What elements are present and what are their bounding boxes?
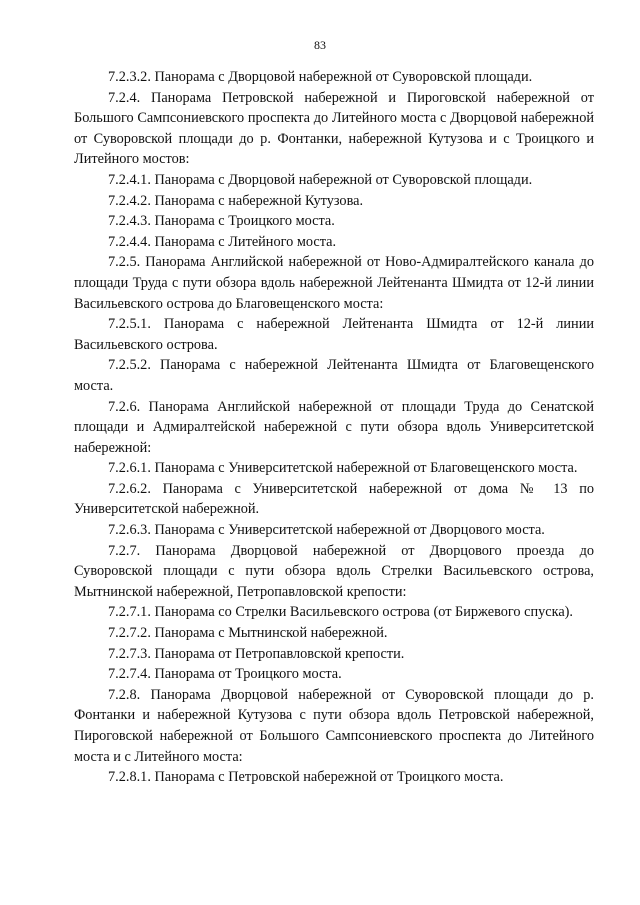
paragraph-7-2-4-3: 7.2.4.3. Панорама с Троицкого моста. [108, 213, 335, 230]
paragraph-7-2-5: 7.2.5. Панорама Английской набережной от Ново-Адмиралтейского канала до площади Труда с пути обзора вдоль набережной Лейтенанта Шмидта от 12-й линии Васильевского острова до Благовещенского моста: [74, 254, 594, 312]
paragraph-7-2-7-3: 7.2.7.3. Панорама от Петропавловской крепости. [108, 645, 405, 662]
paragraph-7-2-7-2: 7.2.7.2. Панорама с Мытнинской набережной. [108, 625, 388, 642]
paragraph-7-2-5-2: 7.2.5.2. Панорама с набережной Лейтенанта Шмидта от Благовещенского моста. [74, 357, 594, 394]
paragraph-7-2-8: 7.2.8. Панорама Дворцовой набережной от Суворовской площади до р. Фонтанки и набережной Кутузова с пути обзора вдоль Петровской набережной, Пироговской набережной от Большого Сампсониевского проспекта до Литейного моста и с Литейного моста: [74, 686, 594, 765]
paragraph-7-2-7: 7.2.7. Панорама Дворцовой набережной от Дворцового проезда до Суворовской площади с пути обзора вдоль Стрелки Васильевского острова, Мытнинской набережной, Петропавловской крепости: [74, 542, 594, 600]
paragraph-7-2-6-3: 7.2.6.3. Панорама с Университетской набережной от Дворцового моста. [108, 522, 545, 539]
paragraph-7-2-7-1: 7.2.7.1. Панорама со Стрелки Васильевского острова (от Биржевого спуска). [108, 604, 573, 621]
paragraph-7-2-6: 7.2.6. Панорама Английской набережной от площади Труда до Сенатской площади и Адмиралтейской набережной с пути обзора вдоль Университетской набережной: [74, 398, 594, 456]
paragraph-7-2-4-4: 7.2.4.4. Панорама с Литейного моста. [108, 233, 337, 250]
paragraph-7-2-6-1: 7.2.6.1. Панорама с Университетской набережной от Благовещенского моста. [108, 460, 578, 477]
paragraph-7-2-4: 7.2.4. Панорама Петровской набережной и Пироговской набережной от Большого Сампсониевского проспекта до Литейного моста с Дворцовой набережной от Суворовской площади до р. Фонтанки, набережной Кутузова и с Троицкого и Литейного мостов: [74, 89, 594, 168]
paragraph-7-2-4-2: 7.2.4.2. Панорама с набережной Кутузова. [108, 192, 364, 209]
paragraph-7-2-8-1: 7.2.8.1. Панорама с Петровской набережной от Троицкого моста. [108, 769, 504, 786]
paragraph-7-2-7-4: 7.2.7.4. Панорама от Троицкого моста. [108, 666, 342, 683]
paragraph-7-2-5-1: 7.2.5.1. Панорама с набережной Лейтенанта Шмидта от 12-й линии Васильевского острова. [74, 316, 594, 353]
paragraph-7-2-4-1: 7.2.4.1. Панорама с Дворцовой набережной от Суворовской площади. [108, 171, 533, 188]
document-body [74, 67, 594, 788]
paragraph-7-2-6-2: 7.2.6.2. Панорама с Университетской набережной от дома № 13 по Университетской набережной. [74, 480, 594, 518]
paragraph-7-2-3-2: 7.2.3.2. Панорама с Дворцовой набережной от Суворовской площади. [108, 69, 533, 85]
page-number: 83 [314, 38, 326, 52]
